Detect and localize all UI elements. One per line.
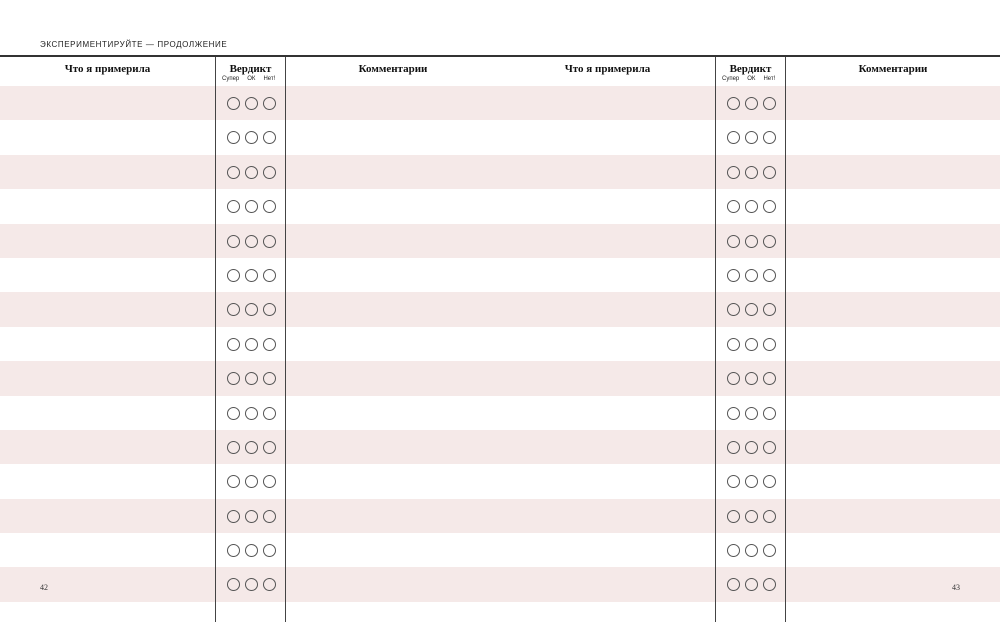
verdict-circle-no[interactable] xyxy=(763,131,776,144)
right-verdict-options xyxy=(722,76,775,82)
left-verdict-circles xyxy=(227,407,276,420)
verdict-circle-super[interactable] xyxy=(227,578,240,591)
verdict-circle-super[interactable] xyxy=(727,407,740,420)
verdict-circle-super[interactable] xyxy=(727,578,740,591)
verdict-circle-super[interactable] xyxy=(227,407,240,420)
verdict-circle-ok[interactable] xyxy=(745,131,758,144)
top-rule xyxy=(0,55,1000,57)
verdict-circle-super[interactable] xyxy=(227,544,240,557)
verdict-circle-no[interactable] xyxy=(263,407,276,420)
table-row xyxy=(0,189,1000,223)
verdict-circle-super[interactable] xyxy=(727,131,740,144)
left-column-divider-1 xyxy=(215,57,216,622)
right-verdict-circles xyxy=(727,372,776,385)
verdict-circle-no[interactable] xyxy=(763,303,776,316)
left-verdict-circles xyxy=(227,166,276,179)
verdict-circle-ok[interactable] xyxy=(245,441,258,454)
table-row xyxy=(0,120,1000,154)
verdict-circle-ok[interactable] xyxy=(745,97,758,110)
verdict-circle-super[interactable] xyxy=(727,544,740,557)
right-verdict-circles xyxy=(727,131,776,144)
verdict-circle-super[interactable] xyxy=(727,303,740,316)
verdict-circle-ok[interactable] xyxy=(745,235,758,248)
verdict-circle-super[interactable] xyxy=(227,166,240,179)
left-option-ok: ОК xyxy=(247,76,256,82)
verdict-circle-super[interactable] xyxy=(727,97,740,110)
right-verdict-circles xyxy=(727,407,776,420)
verdict-circle-no[interactable] xyxy=(263,372,276,385)
verdict-circle-ok[interactable] xyxy=(245,235,258,248)
verdict-circle-no[interactable] xyxy=(763,338,776,351)
page-number-right: 43 xyxy=(952,583,960,592)
verdict-circle-no[interactable] xyxy=(763,578,776,591)
verdict-circle-super[interactable] xyxy=(727,338,740,351)
table-row xyxy=(0,327,1000,361)
verdict-circle-ok[interactable] xyxy=(245,131,258,144)
verdict-circle-no[interactable] xyxy=(263,338,276,351)
left-verdict-circles xyxy=(227,200,276,213)
left-verdict-circles xyxy=(227,475,276,488)
left-header-tried: Что я примерила xyxy=(64,63,151,75)
verdict-circle-no[interactable] xyxy=(263,441,276,454)
verdict-circle-no[interactable] xyxy=(763,372,776,385)
verdict-circle-super[interactable] xyxy=(227,441,240,454)
verdict-circle-ok[interactable] xyxy=(245,510,258,523)
right-verdict-circles xyxy=(727,475,776,488)
verdict-circle-no[interactable] xyxy=(263,544,276,557)
right-verdict-circles xyxy=(727,338,776,351)
verdict-circle-no[interactable] xyxy=(763,475,776,488)
verdict-circle-ok[interactable] xyxy=(245,372,258,385)
right-verdict-circles xyxy=(727,510,776,523)
verdict-circle-super[interactable] xyxy=(227,338,240,351)
left-header-comments: Комментарии xyxy=(358,63,428,75)
table-row xyxy=(0,499,1000,533)
page-number-left: 42 xyxy=(40,583,48,592)
verdict-circle-ok[interactable] xyxy=(245,166,258,179)
verdict-circle-ok[interactable] xyxy=(745,441,758,454)
verdict-circle-ok[interactable] xyxy=(245,97,258,110)
verdict-circle-ok[interactable] xyxy=(245,475,258,488)
verdict-circle-super[interactable] xyxy=(227,510,240,523)
left-header-verdict: Вердикт xyxy=(229,63,272,75)
right-verdict-circles xyxy=(727,303,776,316)
verdict-circle-super[interactable] xyxy=(227,372,240,385)
verdict-circle-no[interactable] xyxy=(763,166,776,179)
right-verdict-circles xyxy=(727,578,776,591)
verdict-circle-ok[interactable] xyxy=(245,544,258,557)
left-option-no: Нет! xyxy=(263,76,276,82)
verdict-circle-no[interactable] xyxy=(763,510,776,523)
right-verdict-circles xyxy=(727,441,776,454)
verdict-circle-ok[interactable] xyxy=(245,200,258,213)
left-verdict-circles xyxy=(227,578,276,591)
verdict-circle-super[interactable] xyxy=(227,97,240,110)
verdict-circle-super[interactable] xyxy=(727,441,740,454)
verdict-circle-ok[interactable] xyxy=(745,578,758,591)
verdict-circle-ok[interactable] xyxy=(745,372,758,385)
verdict-circle-no[interactable] xyxy=(763,200,776,213)
right-verdict-circles xyxy=(727,235,776,248)
left-verdict-circles xyxy=(227,441,276,454)
left-column-divider-2 xyxy=(285,57,286,622)
right-option-super: Супер xyxy=(722,76,740,82)
table-row xyxy=(0,533,1000,567)
verdict-circle-ok[interactable] xyxy=(745,510,758,523)
verdict-circle-ok[interactable] xyxy=(745,166,758,179)
verdict-circle-ok[interactable] xyxy=(745,407,758,420)
right-column-divider-1 xyxy=(715,57,716,622)
verdict-circle-ok[interactable] xyxy=(745,475,758,488)
verdict-circle-no[interactable] xyxy=(263,97,276,110)
verdict-circle-no[interactable] xyxy=(263,166,276,179)
left-verdict-circles xyxy=(227,269,276,282)
verdict-circle-super[interactable] xyxy=(227,475,240,488)
left-verdict-circles xyxy=(227,338,276,351)
verdict-circle-ok[interactable] xyxy=(745,303,758,316)
right-header-comments: Комментарии xyxy=(858,63,928,75)
table-row xyxy=(0,224,1000,258)
verdict-circle-no[interactable] xyxy=(263,200,276,213)
verdict-circle-no[interactable] xyxy=(263,578,276,591)
table-row xyxy=(0,86,1000,120)
left-verdict-circles xyxy=(227,235,276,248)
verdict-circle-super[interactable] xyxy=(727,269,740,282)
table-row xyxy=(0,430,1000,464)
verdict-circle-ok[interactable] xyxy=(745,544,758,557)
verdict-circle-super[interactable] xyxy=(727,166,740,179)
verdict-circle-super[interactable] xyxy=(727,372,740,385)
table-row xyxy=(0,567,1000,601)
verdict-circle-super[interactable] xyxy=(227,303,240,316)
left-option-super: Супер xyxy=(222,76,240,82)
verdict-circle-super[interactable] xyxy=(727,475,740,488)
right-verdict-circles xyxy=(727,269,776,282)
left-verdict-circles xyxy=(227,510,276,523)
verdict-circle-no[interactable] xyxy=(763,97,776,110)
verdict-circle-ok[interactable] xyxy=(745,338,758,351)
right-option-ok: ОК xyxy=(747,76,756,82)
table-row xyxy=(0,396,1000,430)
verdict-circle-no[interactable] xyxy=(263,303,276,316)
verdict-circle-super[interactable] xyxy=(727,235,740,248)
verdict-circle-ok[interactable] xyxy=(245,578,258,591)
verdict-circle-ok[interactable] xyxy=(245,338,258,351)
running-head: ЭКСПЕРИМЕНТИРУЙТЕ — ПРОДОЛЖЕНИЕ xyxy=(40,40,228,49)
left-verdict-circles xyxy=(227,544,276,557)
right-verdict-circles xyxy=(727,166,776,179)
verdict-circle-no[interactable] xyxy=(763,407,776,420)
verdict-circle-super[interactable] xyxy=(727,200,740,213)
verdict-circle-no[interactable] xyxy=(763,269,776,282)
verdict-circle-super[interactable] xyxy=(227,269,240,282)
table-row xyxy=(0,464,1000,498)
verdict-circle-super[interactable] xyxy=(227,131,240,144)
left-verdict-circles xyxy=(227,97,276,110)
verdict-circle-no[interactable] xyxy=(263,269,276,282)
left-verdict-options xyxy=(222,76,275,82)
verdict-circle-ok[interactable] xyxy=(245,303,258,316)
table-row xyxy=(0,361,1000,395)
table-rows xyxy=(0,86,1000,602)
verdict-circle-no[interactable] xyxy=(263,235,276,248)
verdict-circle-no[interactable] xyxy=(263,475,276,488)
verdict-circle-super[interactable] xyxy=(227,200,240,213)
verdict-circle-super[interactable] xyxy=(227,235,240,248)
left-verdict-circles xyxy=(227,303,276,316)
right-verdict-circles xyxy=(727,200,776,213)
table-row xyxy=(0,258,1000,292)
right-verdict-circles xyxy=(727,544,776,557)
verdict-circle-no[interactable] xyxy=(763,235,776,248)
right-option-no: Нет! xyxy=(763,76,776,82)
verdict-circle-ok[interactable] xyxy=(245,407,258,420)
verdict-circle-no[interactable] xyxy=(763,544,776,557)
right-header-verdict: Вердикт xyxy=(729,63,772,75)
verdict-circle-no[interactable] xyxy=(263,131,276,144)
right-column-divider-2 xyxy=(785,57,786,622)
verdict-circle-super[interactable] xyxy=(727,510,740,523)
verdict-circle-ok[interactable] xyxy=(245,269,258,282)
right-verdict-circles xyxy=(727,97,776,110)
table-row xyxy=(0,155,1000,189)
table-row xyxy=(0,292,1000,326)
left-verdict-circles xyxy=(227,131,276,144)
verdict-circle-no[interactable] xyxy=(263,510,276,523)
verdict-circle-ok[interactable] xyxy=(745,269,758,282)
left-verdict-circles xyxy=(227,372,276,385)
right-header-tried: Что я примерила xyxy=(564,63,651,75)
verdict-circle-ok[interactable] xyxy=(745,200,758,213)
verdict-circle-no[interactable] xyxy=(763,441,776,454)
